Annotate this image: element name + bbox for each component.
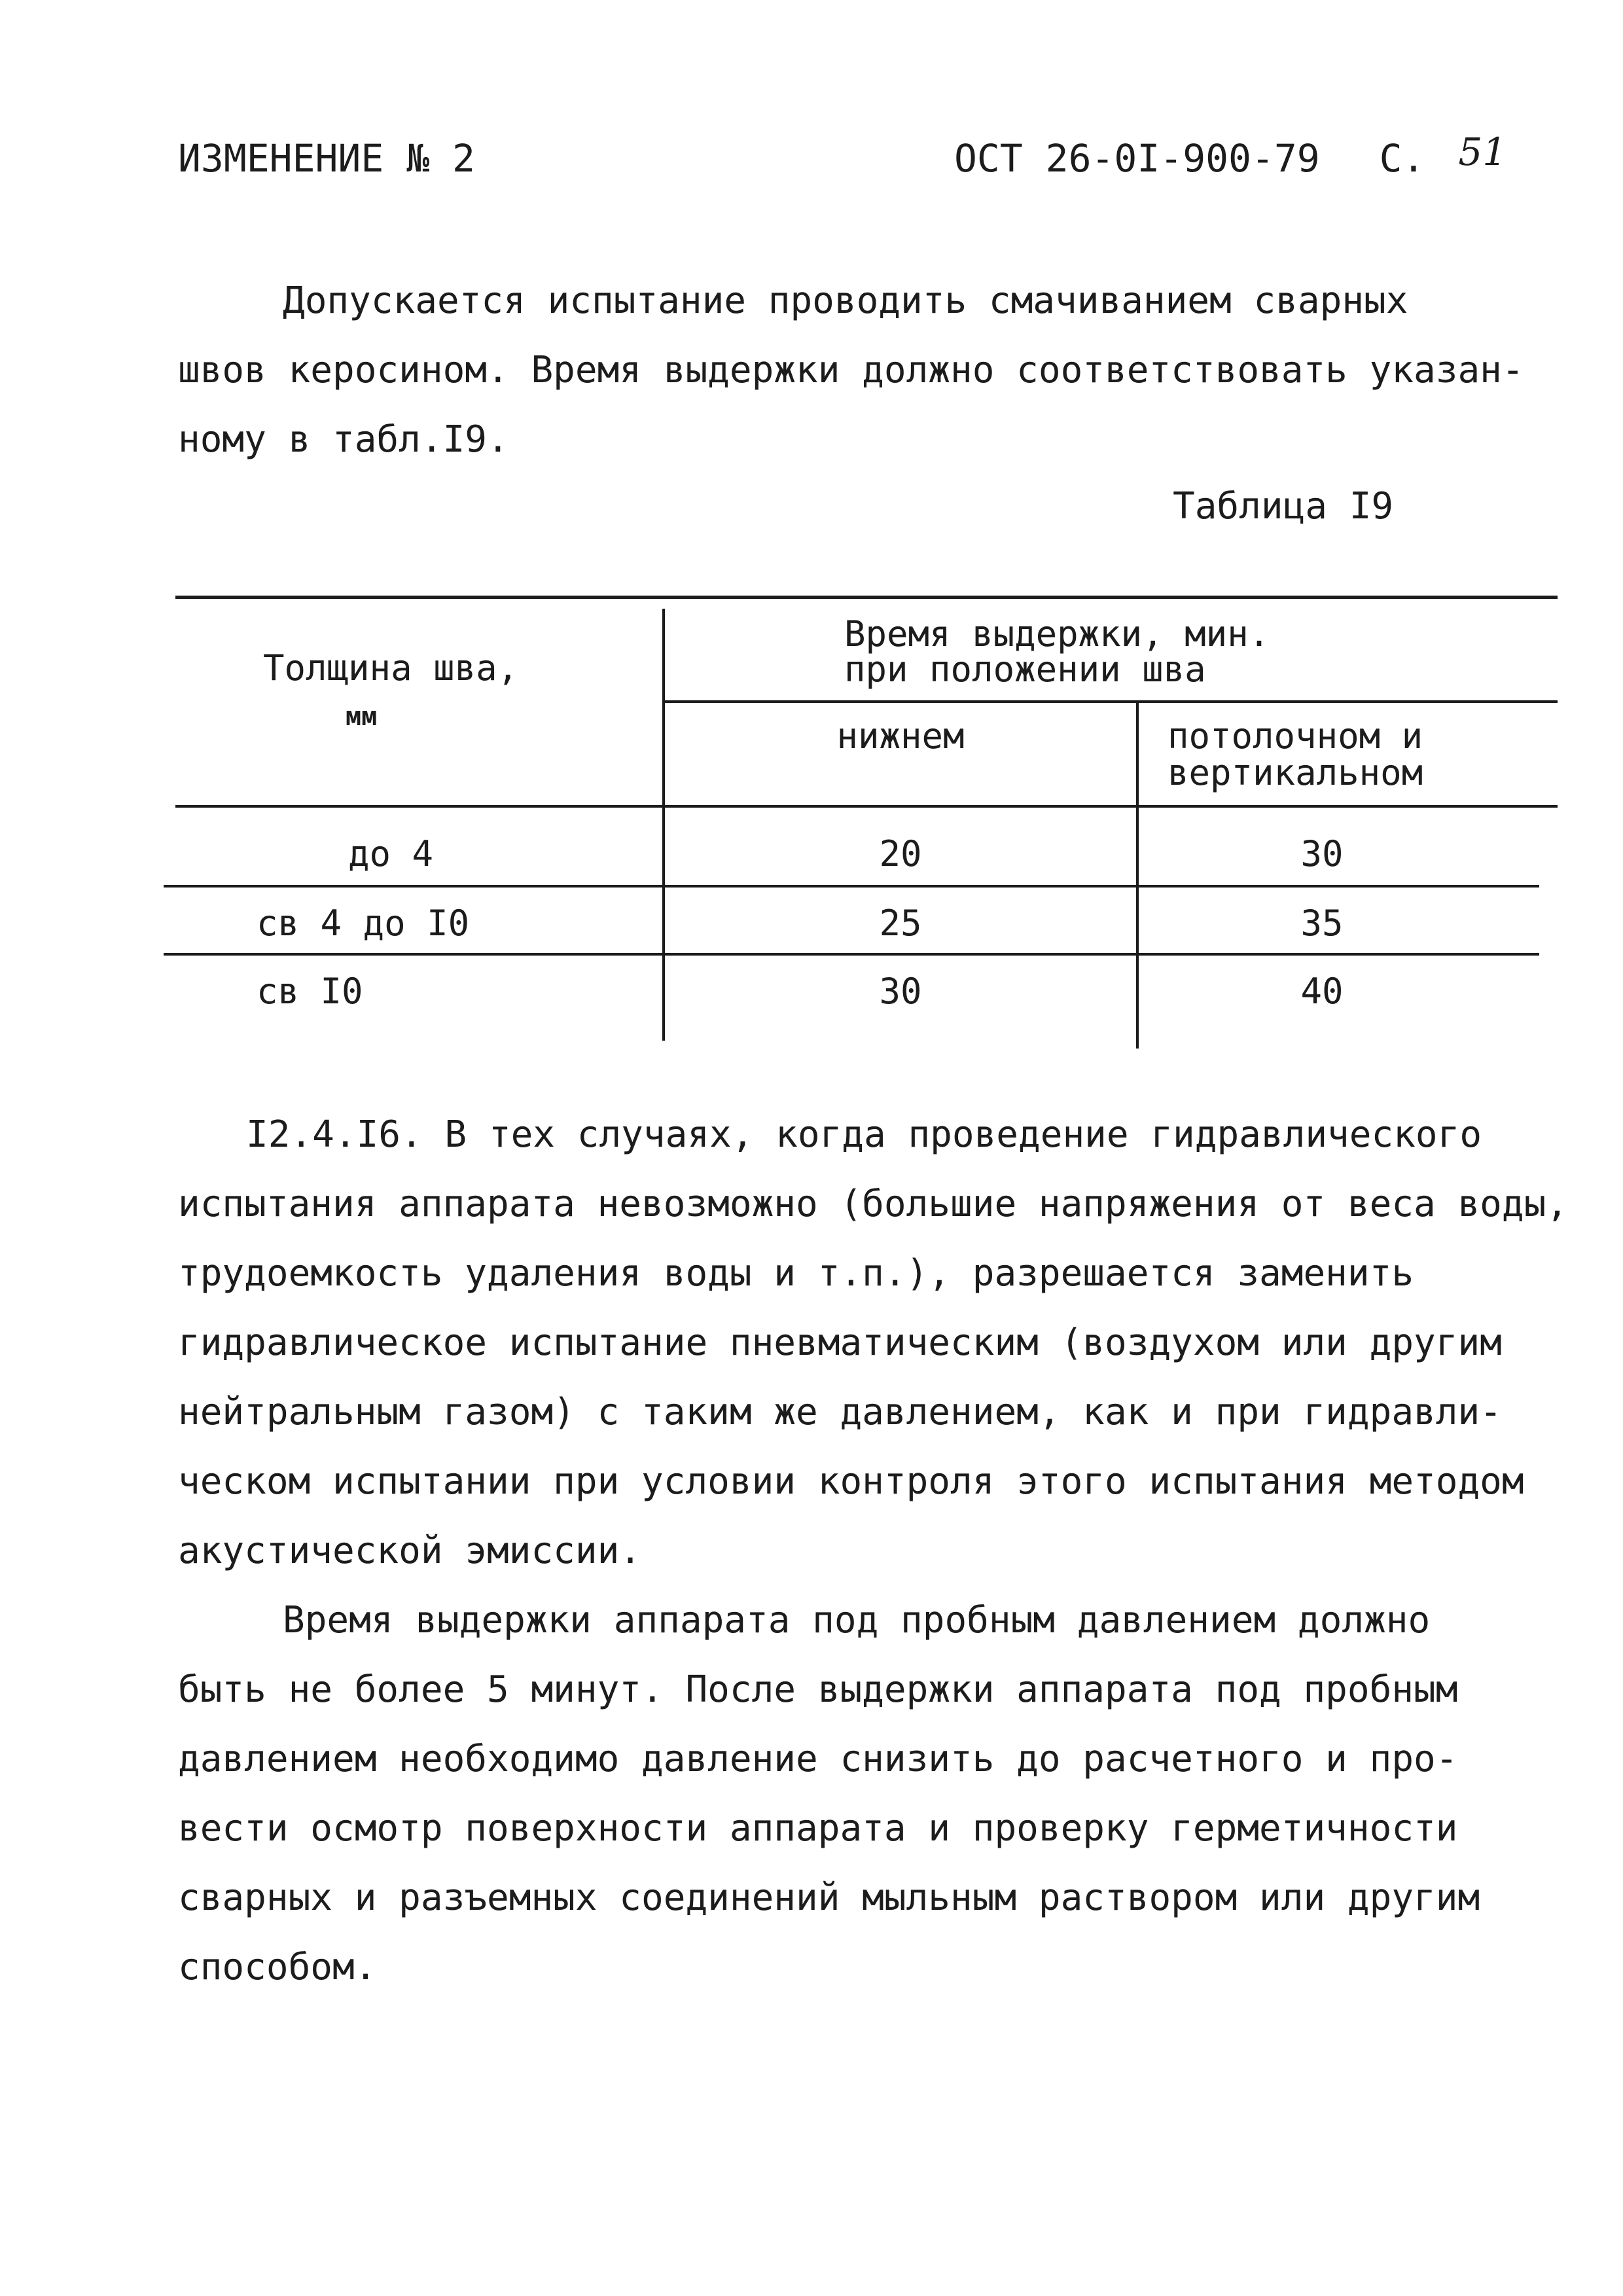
row-2-ceiling: 35 — [1300, 903, 1344, 944]
section-line-2: испытания аппарата невозможно (большие напряжения от веса воды, — [178, 1183, 1569, 1225]
table-caption: Таблица I9 — [1173, 485, 1394, 528]
row-1-ceiling: 30 — [1300, 833, 1344, 874]
row-1-lower: 20 — [879, 833, 922, 874]
change-notice-label: ИЗМЕНЕНИЕ № 2 — [178, 136, 475, 181]
page-prefix: С. — [1379, 136, 1425, 181]
paragraph2-line-1: Время выдержки аппарата под пробным давлением должно — [283, 1599, 1431, 1641]
row-2-lower: 25 — [879, 903, 922, 944]
paragraph2-line-6: способом. — [178, 1946, 377, 1988]
section-line-1: I2.4.I6. В тех случаях, когда проведение гидравлического — [246, 1113, 1482, 1156]
row-2-thickness: св 4 до I0 — [257, 903, 470, 944]
standard-reference — [954, 130, 1507, 181]
standard-code: ОСТ 26-0I-900-79 — [954, 136, 1320, 181]
paragraph2-line-2: быть не более 5 минут. После выдержки аппарата под пробным — [178, 1668, 1458, 1711]
section-line-5: нейтральным газом) с таким же давлением, как и при гидравли- — [178, 1391, 1502, 1433]
row-3-thickness: св I0 — [257, 971, 363, 1012]
row-3-lower: 30 — [879, 971, 922, 1012]
table-header-rule — [175, 805, 1558, 808]
header-time-line-2: при положении шва — [844, 649, 1206, 690]
table-top-rule — [175, 596, 1558, 599]
header-ceiling-line-2: вертикальном — [1168, 752, 1423, 793]
section-line-4: гидравлическое испытание пневматическим (воздухом или другим — [178, 1321, 1502, 1364]
page-number: 51 — [1458, 130, 1507, 174]
row-3-ceiling: 40 — [1300, 971, 1344, 1012]
paragraph2-line-3: давлением необходимо давление снизить до расчетного и про- — [178, 1738, 1458, 1780]
intro-line-3: ному в табл.I9. — [178, 418, 509, 461]
section-line-7: акустической эмиссии. — [178, 1530, 642, 1572]
header-thickness-line-1: Толщина шва, — [263, 647, 519, 689]
header-thickness-unit: мм — [346, 702, 378, 732]
table-row-rule-1 — [164, 885, 1539, 888]
section-line-3: трудоемкость удаления воды и т.п.), разрешается заменить — [178, 1252, 1414, 1295]
header-ceiling-line-1: потолочном и — [1168, 715, 1423, 757]
paragraph2-line-4: вести осмотр поверхности аппарата и проверку герметичности — [178, 1807, 1458, 1850]
paragraph2-line-5: сварных и разъемных соединений мыльным раствором или другим — [178, 1876, 1480, 1919]
table-row-rule-2 — [164, 953, 1539, 956]
header-lower: нижнем — [836, 715, 965, 757]
intro-line-1: Допускается испытание проводить смачиванием сварных — [283, 279, 1408, 322]
header-time-line-1: Время выдержки, мин. — [844, 613, 1270, 655]
section-line-6: ческом испытании при условии контроля этого испытания методом — [178, 1460, 1524, 1503]
table-subheader-rule — [662, 700, 1558, 703]
intro-line-2: швов керосином. Время выдержки должно соответствовать указан- — [178, 349, 1524, 391]
row-1-thickness: до 4 — [348, 833, 434, 874]
